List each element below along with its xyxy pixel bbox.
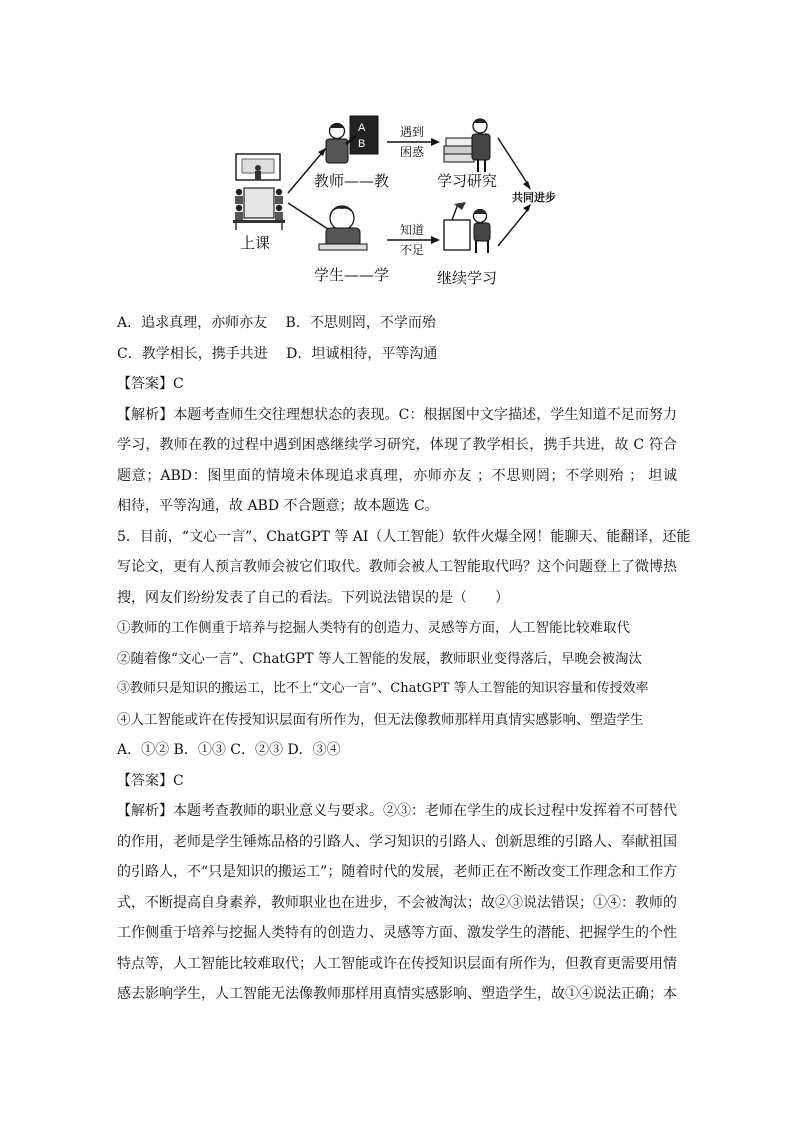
svg-text:A: A xyxy=(358,122,366,134)
arrow-bottom-line1: 知道 xyxy=(400,223,425,237)
svg-text:B: B xyxy=(358,138,366,150)
research-label: 学习研究 xyxy=(437,172,498,190)
q5-analysis-line: 的作用，老师是学生锤炼品格的引路人、学习知识的引路人、创新思维的引路人、奉献祖国 xyxy=(117,833,677,850)
teacher-illustration xyxy=(326,116,378,163)
q5-analysis-line: 【解析】本题考查教师的职业意义与要求。②③：老师在学生的成长过程中发挥着不可替代 xyxy=(117,803,677,819)
q5-analysis-line: 的引路人，不“只是知识的搬运工”；随着时代的发展，老师正在不断改变工作理念和工作方 xyxy=(117,864,678,880)
research-illustration xyxy=(444,119,490,172)
progress-label: 共同进步 xyxy=(512,191,556,204)
q4-analysis-line: 学习，教师在教的过程中遇到困惑继续学习研究，体现了教学相长，携手共进，故 C 符合 xyxy=(117,437,677,453)
q4-analysis-line: 题意；ABD：图里面的情境未体现追求真理，亦师亦友 ；不思则罔；不学则殆 ； 坦诚 xyxy=(117,467,677,484)
q5-stem-line: 5．目前，“文心一言”、ChatGPT 等 AI（人工智能）软件火爆全网！能聊天、能翻译，还能 xyxy=(117,528,691,545)
q5-analysis-line: 感去影响学生，人工智能无法像教师那样用真情实感影响、塑造学生，故①④说法正确；本 xyxy=(117,986,677,1002)
classroom-illustration xyxy=(233,154,285,230)
q5-answer: 【答案】C xyxy=(117,772,184,789)
q5-statement-3: ③教师只是知识的搬运工，比不上“文心一言”、ChatGPT 等人工智能的知识容量和传授效率 xyxy=(117,681,649,696)
arrow-top-line1: 遇到 xyxy=(400,125,425,139)
q5-analysis-line: 式，不断提高自身素养，教师职业也在进步，不会被淘汰；故②③说法错误；①④：教师的 xyxy=(117,894,677,911)
q4-answer: 【答案】C xyxy=(117,376,184,392)
q5-options: A．①② B．①③ C．②③ D．③④ xyxy=(117,742,341,758)
q4-analysis-line: 【解析】本题考查师生交往理想状态的表现。C：根据图中文字描述，学生知道不足而努力 xyxy=(117,406,677,423)
q5-analysis-line: 特点等，人工智能比较难取代；人工智能或许在传授知识层面有所作为，但教育更需要用情 xyxy=(117,955,677,972)
q5-statement-2: ②随着像“文心一言”、ChatGPT 等人工智能的发展，教师职业变得落后，早晚会被淘汰 xyxy=(117,650,642,667)
q5-statement-1: ①教师的工作侧重于培养与挖掘人类特有的创造力、灵感等方面，人工智能比较难取代 xyxy=(117,620,630,636)
q5-statement-4: ④人工智能或许在传授知识层面有所作为，但无法像教师那样用真情实感影响、塑造学生 xyxy=(117,711,644,728)
q4-options-ab: A．追求真理，亦师亦友 B．不思则罔，不学而殆 xyxy=(117,315,436,331)
q4-analysis-line: 相待，平等沟通，故 ABD 不合题意；故本题选 C。 xyxy=(117,498,439,514)
left-label: 上课 xyxy=(240,234,271,252)
continue-label: 继续学习 xyxy=(437,269,498,287)
arrow-bottom-line2: 不足 xyxy=(400,243,425,257)
q4-options-cd: C．教学相长，携手共进 D．坦诚相待，平等沟通 xyxy=(117,345,438,362)
q5-stem-line: 搜，网友们纷纷发表了自己的看法。下列说法错误的是（ ） xyxy=(117,589,509,606)
student-label: 学生——学 xyxy=(314,266,390,284)
question-content xyxy=(117,308,691,1010)
continue-learning-illustration xyxy=(444,202,490,253)
q5-stem-line: 写论文，更有人预言教师会被它们取代。教师会被人工智能取代吗？这个问题登上了微博热 xyxy=(117,559,677,575)
teacher-label: 教师——教 xyxy=(314,172,390,190)
q5-analysis-line: 工作侧重于培养与挖掘人类特有的创造力、灵感等方面、激发学生的潜能、把握学生的个性 xyxy=(117,925,677,941)
teacher-student-diagram xyxy=(222,108,582,293)
arrow-top-line2: 困惑 xyxy=(400,145,425,159)
